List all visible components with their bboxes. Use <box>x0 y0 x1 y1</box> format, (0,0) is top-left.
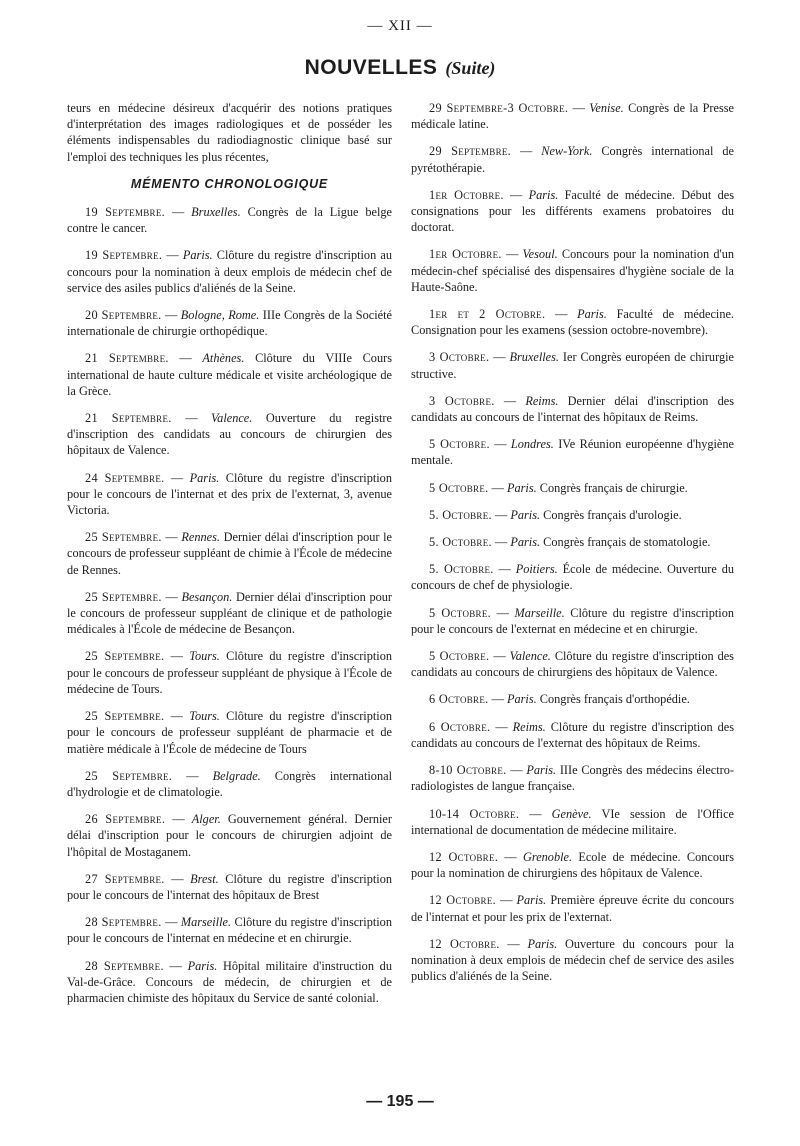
entry-dash: — <box>501 247 523 262</box>
chronology-entry <box>67 768 392 800</box>
entry-place: Athènes. <box>202 351 245 366</box>
entry-date: 12 Octobre. <box>429 936 500 951</box>
chronology-entry <box>411 605 734 637</box>
entry-dash: — <box>164 649 190 664</box>
entry-dash: — <box>503 187 529 202</box>
chronology-entry <box>411 436 734 468</box>
entry-date: 28 Septembre. <box>85 915 162 930</box>
chronology-entry <box>411 762 734 794</box>
entry-text: Clôture du registre d'inscription pour le concours de l'internat et des prix de l'externat, 3, avenue Victoria. <box>67 470 392 518</box>
entry-dash: — <box>506 763 527 778</box>
chronology-entry <box>67 589 392 638</box>
entry-dash: — <box>545 307 578 322</box>
entry-date: 25 Septembre. <box>85 649 165 664</box>
entry-date: 25 Septembre. <box>85 709 165 724</box>
right-column <box>411 100 734 1080</box>
entry-dash: — <box>490 719 513 734</box>
chronology-entry <box>411 892 734 924</box>
chronology-entry <box>67 470 392 519</box>
entry-text: IIIe Congrès des médecins électro-radiologistes de langue française. <box>411 763 734 794</box>
chronology-entry <box>411 187 734 236</box>
entry-place: Marseille. <box>180 915 232 930</box>
entry-date: 3 Octobre. <box>429 393 495 408</box>
section-title-suite: (Suite) <box>445 58 496 78</box>
entry-place: Tours. <box>189 709 220 724</box>
entry-dash: — <box>161 530 182 545</box>
entry-place: Reims. <box>525 393 559 408</box>
entry-dash: — <box>489 350 510 365</box>
entry-place: Poitiers. <box>515 562 558 577</box>
entry-place: Belgrade. <box>212 768 261 783</box>
chronology-entry <box>67 708 392 757</box>
entry-place: Valence. <box>211 411 253 426</box>
entry-date: 5 Octobre. <box>429 480 489 495</box>
entry-date: 12 Octobre. <box>429 849 499 864</box>
chronology-entry <box>411 561 734 593</box>
chronology-entry <box>411 480 734 496</box>
entry-place: Valence. <box>509 649 551 664</box>
entry-place: Bologne, Rome. <box>180 308 260 323</box>
entry-place: Rennes. <box>181 530 220 545</box>
entry-dash: — <box>499 936 528 951</box>
entry-text: Congrès international de pyrétothérapie. <box>411 144 734 175</box>
entry-text: Concours pour la nomination d'un médecin-chef spécialisé des dispensaires d'hygiène sociale de la Haute-Saône. <box>411 247 734 294</box>
entry-text: Congrès français de chirurgie. <box>539 480 688 495</box>
entry-place: Paris. <box>526 763 557 778</box>
chronology-entry <box>67 204 392 236</box>
entry-place: Besançon. <box>181 589 233 604</box>
entry-dash: — <box>162 248 183 263</box>
entry-place: Brest. <box>190 871 219 886</box>
entry-text: Clôture du registre d'inscription pour le concours de professeur suppléant de pharmacie et de matière médicale à l'École de médecine de Tours <box>67 709 392 756</box>
chronology-entry <box>67 350 392 399</box>
chronology-entry <box>411 534 734 550</box>
chronology-entry <box>411 507 734 523</box>
chronology-entry <box>411 306 734 338</box>
section-heading <box>0 56 800 80</box>
entry-place: Genève. <box>551 806 592 821</box>
entry-date: 3 Octobre. <box>429 350 490 365</box>
entry-place: Tours. <box>189 649 220 664</box>
entry-date: 5 Octobre. <box>429 649 490 664</box>
entry-text: Clôture du registre d'inscription des candidats au concours de l'externat des hôpitaux de Reims. <box>411 719 734 750</box>
entry-place: New-York. <box>541 144 593 159</box>
entry-text: Dernier délai d'inscription pour le concours de professeur suppléant de chimie à l'École de médecine de Rennes. <box>67 530 392 577</box>
chronology-entry <box>411 648 734 680</box>
entry-date: 28 Septembre. <box>85 958 164 973</box>
entry-text: Clôture du VIIIe Cours international de haute culture médicale et visite archéologique de la Grèce. <box>67 351 392 398</box>
right-entries-list <box>411 100 734 984</box>
entry-text: Congrès de la Ligue belge contre le cancer. <box>67 205 392 236</box>
entry-dash: — <box>496 893 517 908</box>
entry-place: Vesoul. <box>522 247 558 262</box>
entry-dash: — <box>498 849 523 864</box>
chronology-entry <box>67 410 392 459</box>
entry-dash: — <box>568 101 590 115</box>
entry-place: Paris. <box>510 507 541 522</box>
entry-text: Dernier délai d'inscription pour le concours de professeur suppléant de clinique et de pathologie médicales à l'École de médecine de Besançon. <box>67 589 392 637</box>
left-column <box>67 100 392 1080</box>
entry-date: 5 Octobre. <box>429 605 492 620</box>
chronology-entry <box>411 691 734 707</box>
chronology-entry <box>67 247 392 296</box>
entry-place: Paris. <box>187 958 218 973</box>
entry-place: Alger. <box>191 812 221 827</box>
entry-date: 5. Octobre. <box>429 535 492 550</box>
entry-text: Clôture du registre d'inscription pour le concours de l'internat en médecine et en chirurgie. <box>67 915 392 946</box>
entry-text: Congrès français de stomatologie. <box>543 535 711 550</box>
roman-folio: — XII — <box>367 18 433 34</box>
entry-place: Paris. <box>577 307 607 322</box>
entry-dash: — <box>488 692 507 707</box>
chronology-entry <box>411 936 734 985</box>
entry-text: Hôpital militaire d'instruction du Val-de-Grâce. Concours de médecin, de chirurgien et de pharmacien chimiste des hôpitaux du Service de santé colonial. <box>67 958 392 1005</box>
entry-place: Paris. <box>510 535 541 550</box>
entry-text: École de médecine. Ouverture du concours de chef de physiologie. <box>411 562 734 593</box>
intro-paragraph: teurs en médecine désireux d'acquérir des notions pratiques d'interprétation des images radiologiques et de posséder les éléments indispensables du radiodiagnostic clinique basé sur l'emploi des techniques les plus récentes, <box>67 101 392 164</box>
entry-text: Clôture du registre d'inscription pour le concours de professeur suppléant de physique à l'École de médecine de Tours. <box>67 649 392 696</box>
entry-dash: — <box>491 507 511 522</box>
entry-text: Clôture du registre d'inscription des candidats au concours de chirurgiens des hôpitaux de Valence. <box>411 649 734 680</box>
entry-dash: — <box>164 470 190 485</box>
entry-place: Paris. <box>516 893 547 908</box>
entry-dash: — <box>161 308 181 323</box>
entry-text: Faculté de médecine. Consignation pour les examens (session octobre-novembre). <box>411 307 734 338</box>
entry-date: 29 Septembre. <box>429 144 512 159</box>
entry-date: 19 Septembre. <box>85 205 166 220</box>
entry-place: Paris. <box>182 248 213 263</box>
entry-place: Marseille. <box>514 605 565 620</box>
entry-place: Londres. <box>510 437 554 452</box>
entry-dash: — <box>165 205 192 220</box>
entry-place: Paris. <box>189 470 220 485</box>
entry-place: Paris. <box>506 692 537 707</box>
entry-dash: — <box>171 411 212 426</box>
entry-date: 20 Septembre. <box>85 308 162 323</box>
entry-dash: — <box>164 871 191 886</box>
entry-date: 5 Octobre. <box>429 437 490 452</box>
entry-date: 21 Septembre. <box>85 351 169 366</box>
chronology-entry <box>67 958 392 1007</box>
entry-place: Reims. <box>512 719 546 734</box>
entry-dash: — <box>488 480 507 495</box>
entry-dash: — <box>161 589 182 604</box>
chronology-entry <box>67 811 392 860</box>
entry-dash: — <box>489 437 511 452</box>
entry-dash: — <box>163 958 188 973</box>
entry-place: Venise. <box>589 101 624 115</box>
entry-date: 26 Septembre. <box>85 812 166 827</box>
chronology-entry <box>67 871 392 903</box>
entry-date: 19 Septembre. <box>85 248 163 263</box>
entry-dash: — <box>172 768 213 783</box>
entry-text: Clôture du registre d'inscription au concours pour la nomination à deux emplois de médecin chef de service des asiles publics d'aliénés de la Seine. <box>67 248 392 295</box>
section-title: NOUVELLES <box>304 56 438 79</box>
entry-dash: — <box>491 535 511 550</box>
entry-text: Clôture du registre d'inscription pour le concours de l'externat en médecine et en chirurgie. <box>411 605 734 636</box>
entry-text: Ouverture du concours pour la nomination à deux emplois de médecin chef de service des asiles publics d'aliénés de la Seine. <box>411 936 734 984</box>
entry-date: 5. Octobre. <box>429 507 492 522</box>
entry-text: Faculté de médecine. Début des consignations pour les différents examens probatoires du doctorat. <box>411 187 734 235</box>
entry-date: 8-10 Octobre. <box>429 763 507 778</box>
chronology-entry <box>411 719 734 751</box>
entry-text: Congrès de la Presse médicale latine. <box>411 101 734 132</box>
entry-dash: — <box>494 393 526 408</box>
entry-text: Ouverture du registre d'inscription des candidats au concours de chirurgien des hôpitaux de Valence. <box>67 411 392 458</box>
entry-date: 24 Septembre. <box>85 470 165 485</box>
entry-place: Bruxelles. <box>509 350 559 365</box>
entry-dash: — <box>168 351 203 366</box>
entry-place: Grenoble. <box>522 849 573 864</box>
entry-dash: — <box>164 709 190 724</box>
entry-place: Paris. <box>506 480 537 495</box>
chronology-entry <box>411 806 734 838</box>
entry-text: Gouvernement général. Dernier délai d'inscription pour le concours de chirurgien adjoint de l'hôpital de Mostaganem. <box>67 812 392 859</box>
entry-dash: — <box>491 605 515 620</box>
entry-text: Congrès français d'urologie. <box>543 507 682 522</box>
entry-date: 25 Septembre. <box>85 589 162 604</box>
chronology-entry <box>411 349 734 381</box>
entry-date: 27 Septembre. <box>85 871 165 886</box>
entry-text: Ier Congrès européen de chirurgie structive. <box>411 350 734 381</box>
chronology-entry <box>67 914 392 946</box>
chronology-entry <box>411 100 734 132</box>
entry-date: 6 Octobre. <box>429 692 489 707</box>
chronology-entry <box>67 648 392 697</box>
left-entries-list <box>67 204 392 1006</box>
entry-place: Paris. <box>528 187 559 202</box>
entry-date: 10-14 Octobre. <box>429 806 520 821</box>
entry-text: Congrès français d'orthopédie. <box>539 692 690 707</box>
memento-heading: MÉMENTO CHRONOLOGIQUE <box>130 176 329 191</box>
entry-text: Clôture du registre d'inscription pour le concours de l'internat des hôpitaux de Brest <box>67 871 392 902</box>
entry-text: VIe session de l'Office international de documentation de médecine militaire. <box>411 806 734 837</box>
entry-text: Ecole de médecine. Concours pour la nomination de chirurgiens des hôpitaux de Valence. <box>411 849 734 881</box>
chronology-entry <box>67 307 392 339</box>
entry-date: 6 Octobre. <box>429 719 491 734</box>
chronology-entry <box>67 529 392 578</box>
chronology-entry <box>411 246 734 295</box>
chronology-entry <box>411 393 734 425</box>
entry-dash: — <box>493 562 516 577</box>
entry-text: Première épreuve écrite du concours de l'internat et pour les prix de l'externat. <box>411 893 734 924</box>
entry-text: Congrès international d'hydrologie et de climatologie. <box>67 768 392 799</box>
entry-date: 1er et 2 Octobre. <box>429 307 546 322</box>
entry-text: IVe Réunion européenne d'hygiène mentale. <box>411 437 734 468</box>
entry-date: 29 Septembre-3 Octobre. <box>429 101 569 115</box>
entry-dash: — <box>511 144 542 159</box>
entry-date: 25 Septembre. <box>85 768 173 783</box>
chronology-entry <box>411 143 734 175</box>
entry-text: IIIe Congrès de la Société internationale de chirurgie orthopédique. <box>67 308 392 339</box>
entry-date: 1er Octobre. <box>429 187 504 202</box>
entry-date: 1er Octobre. <box>429 247 502 262</box>
entry-dash: — <box>161 915 181 930</box>
entry-dash: — <box>165 812 192 827</box>
entry-date: 12 Octobre. <box>429 893 496 908</box>
entry-place: Paris. <box>527 936 558 951</box>
page-number: — 195 — <box>366 1093 434 1110</box>
entry-date: 5. Octobre. <box>429 562 494 577</box>
entry-date: 25 Septembre. <box>85 530 162 545</box>
entry-place: Bruxelles. <box>191 205 241 220</box>
entry-date: 21 Septembre. <box>85 411 172 426</box>
entry-text: Dernier délai d'inscription des candidats au concours de l'internat des hôpitaux de Reims. <box>411 393 734 425</box>
chronology-entry <box>411 849 734 881</box>
entry-dash: — <box>519 806 552 821</box>
entry-dash: — <box>489 649 510 664</box>
